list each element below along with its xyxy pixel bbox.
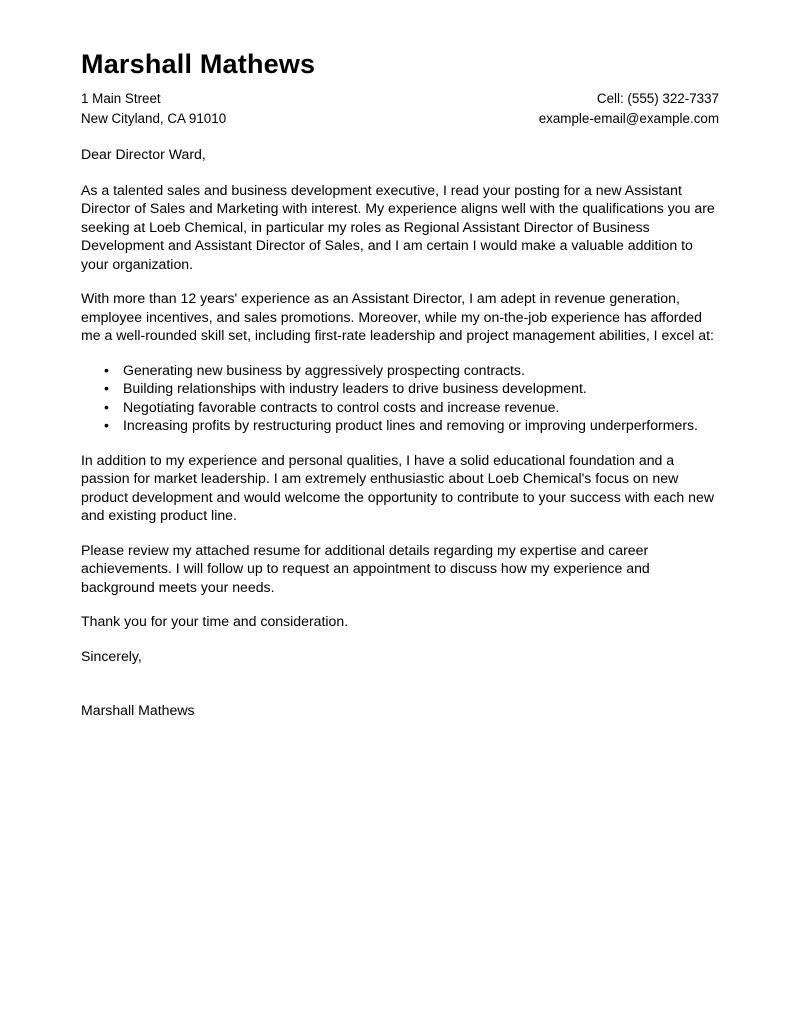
closing-line: Sincerely, bbox=[81, 647, 142, 664]
bullet-icon: • bbox=[104, 417, 109, 433]
bullet-icon: • bbox=[104, 380, 109, 396]
contact-row-2 bbox=[81, 111, 719, 126]
contact-row-1 bbox=[81, 91, 719, 106]
signature-name: Marshall Mathews bbox=[81, 702, 195, 718]
phone-number: Cell: (555) 322-7337 bbox=[596, 91, 719, 106]
list-item-text: Negotiating favorable contracts to control costs and increase revenue. bbox=[123, 398, 560, 415]
paragraph-experience: With more than 12 years' experience as an Assistant Director, I am adept in revenue generation, employee incentives, and sales promotions. Moreover, while my on-the-job experience has afforded me a well-rounded skill set, including first-rate leadership and project management abilities, I excel at: bbox=[81, 290, 714, 343]
paragraph-follow-up: Please review my attached resume for additional details regarding my expertise and career achievements. I will follow up to request an appointment to discuss how my experience and background meets your needs. bbox=[81, 541, 650, 595]
bullet-icon: • bbox=[104, 398, 109, 415]
paragraph-qualities: In addition to my experience and personal qualities, I have a solid educational foundation and a passion for market leadership. I am extremely enthusiastic about Loeb Chemical's focus on new product development and would welcome the opportunity to contribute to your success with each new and existing product line. bbox=[81, 451, 715, 523]
sender-name: Marshall Mathews bbox=[81, 49, 316, 79]
skills-list bbox=[81, 361, 719, 435]
address-line-1: 1 Main Street bbox=[81, 91, 161, 106]
paragraph-intro: As a talented sales and business development executive, I read your posting for a new Assistant Director of Sales and Marketing with interest. My experience aligns well with the qualifications you are seeking at Loeb Chemical, in particular my roles as Regional Assistant Director of Business Development and Assistant Director of Sales, and I am certain I would make a valuable addition to your organization. bbox=[81, 181, 715, 272]
list-item-text: Increasing profits by restructuring product lines and removing or improving underperformers. bbox=[123, 417, 698, 433]
salutation: Dear Director Ward, bbox=[81, 146, 206, 162]
list-item bbox=[104, 361, 719, 380]
email-address: example-email@example.com bbox=[538, 111, 719, 126]
list-item-text: Generating new business by aggressively prospecting contracts. bbox=[123, 361, 525, 378]
list-item bbox=[104, 416, 719, 435]
list-item bbox=[104, 379, 719, 398]
address-line-2: New Cityland, CA 91010 bbox=[81, 111, 227, 126]
list-item-text: Building relationships with industry leaders to drive business development. bbox=[123, 380, 587, 396]
thank-you-line: Thank you for your time and consideration. bbox=[81, 613, 349, 629]
bullet-icon: • bbox=[104, 361, 109, 378]
list-item bbox=[104, 398, 719, 417]
letter-body bbox=[81, 145, 719, 736]
